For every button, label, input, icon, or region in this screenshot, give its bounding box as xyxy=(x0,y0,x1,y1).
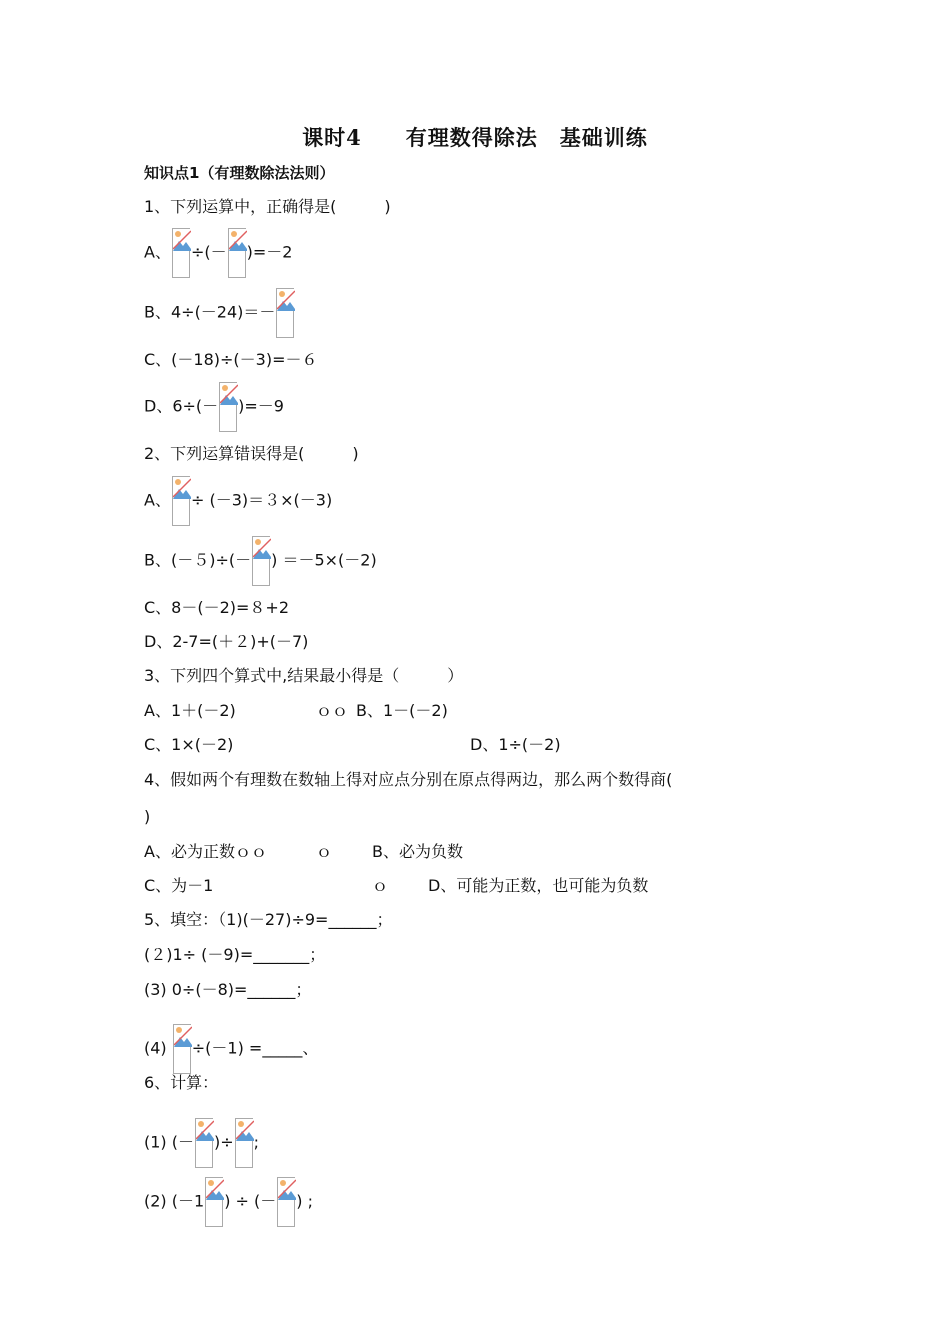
question-3-option-c: C、1×(－2) xyxy=(144,735,234,754)
part-text: ) ; xyxy=(296,1191,313,1211)
broken-image-icon xyxy=(276,288,294,338)
question-5-part-2: (２)1÷ (－9)=_______； xyxy=(144,945,326,964)
part-text: (4) xyxy=(144,1038,172,1058)
option-text: D、6÷(－ xyxy=(144,396,219,416)
question-1-option-d xyxy=(144,382,284,432)
broken-image-icon xyxy=(252,536,270,586)
question-4-option-a: A、必为正数ｏｏ xyxy=(144,842,267,861)
option-label: A、 xyxy=(144,490,171,510)
question-3-option-b: B、1－(－2) xyxy=(356,701,448,720)
question-1-option-a xyxy=(144,228,292,278)
broken-image-icon xyxy=(172,228,190,278)
question-5-stem: 5、填空：（1)(－27)÷9=______； xyxy=(144,910,393,929)
broken-image-icon xyxy=(195,1118,213,1168)
question-5-part-3: (3) 0÷(－8)=______； xyxy=(144,980,312,999)
broken-image-icon xyxy=(219,382,237,432)
option-label: A、 xyxy=(144,242,171,262)
option-text: )=－2 xyxy=(246,242,293,262)
part-text: (2) (－1 xyxy=(144,1191,205,1211)
question-4-option-d: D、可能为正数，也可能为负数 xyxy=(428,876,649,895)
question-1-option-b xyxy=(144,288,295,338)
option-text: B、4÷(－24)＝－ xyxy=(144,302,276,322)
broken-image-icon xyxy=(172,476,190,526)
question-1-option-c: C、(－18)÷(－3)=－６ xyxy=(144,350,318,369)
question-3-dots: ｏｏ xyxy=(316,701,349,720)
option-text: )=－9 xyxy=(238,396,284,416)
option-text: ) ＝－5×(－2) xyxy=(271,550,377,570)
broken-image-icon xyxy=(205,1177,223,1227)
part-text: ) ÷ (－ xyxy=(224,1191,277,1211)
option-text: B、(－５)÷(－ xyxy=(144,550,252,570)
question-2-option-d: D、2-7=(＋２)+(－7) xyxy=(144,632,309,651)
part-text: ; xyxy=(253,1132,260,1152)
question-2-stem: 2、下列运算错误得是( ) xyxy=(144,444,359,463)
question-3-option-d: D、1÷(－2) xyxy=(470,735,561,754)
option-text: ÷(－ xyxy=(190,242,227,262)
question-3-stem: 3、下列四个算式中,结果最小得是（ ） xyxy=(144,666,464,685)
question-6-stem: 6、计算： xyxy=(144,1073,219,1092)
broken-image-icon xyxy=(228,228,246,278)
option-text: ÷ (－3)＝３×(－3) xyxy=(190,490,333,510)
question-4-stem-end: ) xyxy=(144,807,151,826)
question-4-dot: ｏ xyxy=(372,876,389,895)
question-4-option-b: B、必为负数 xyxy=(372,842,463,861)
question-2-option-b xyxy=(144,536,377,586)
question-4-option-c: C、为－1 xyxy=(144,876,214,895)
question-4-dot: ｏ xyxy=(316,842,333,861)
part-text: (1) (－ xyxy=(144,1132,194,1152)
broken-image-icon xyxy=(173,1024,191,1074)
part-text: ÷(－1) =_____、 xyxy=(191,1038,319,1058)
section-heading: 知识点1（有理数除法法则） xyxy=(144,164,335,182)
question-6-part-1 xyxy=(144,1118,259,1168)
broken-image-icon xyxy=(277,1177,295,1227)
part-text: )÷ xyxy=(214,1132,234,1152)
question-2-option-a xyxy=(144,476,332,526)
question-5-part-4 xyxy=(144,1024,318,1074)
question-4-stem: 4、假如两个有理数在数轴上得对应点分别在原点得两边，那么两个数得商( xyxy=(144,770,673,789)
question-3-option-a: A、1＋(－2) xyxy=(144,701,236,720)
page-title: 课时4 有理数得除法 基础训练 xyxy=(302,125,648,150)
question-2-option-c: C、8－(－2)=８+2 xyxy=(144,598,290,617)
question-1-stem: 1、下列运算中，正确得是( ) xyxy=(144,197,391,216)
broken-image-icon xyxy=(235,1118,253,1168)
question-6-part-2 xyxy=(144,1177,313,1227)
